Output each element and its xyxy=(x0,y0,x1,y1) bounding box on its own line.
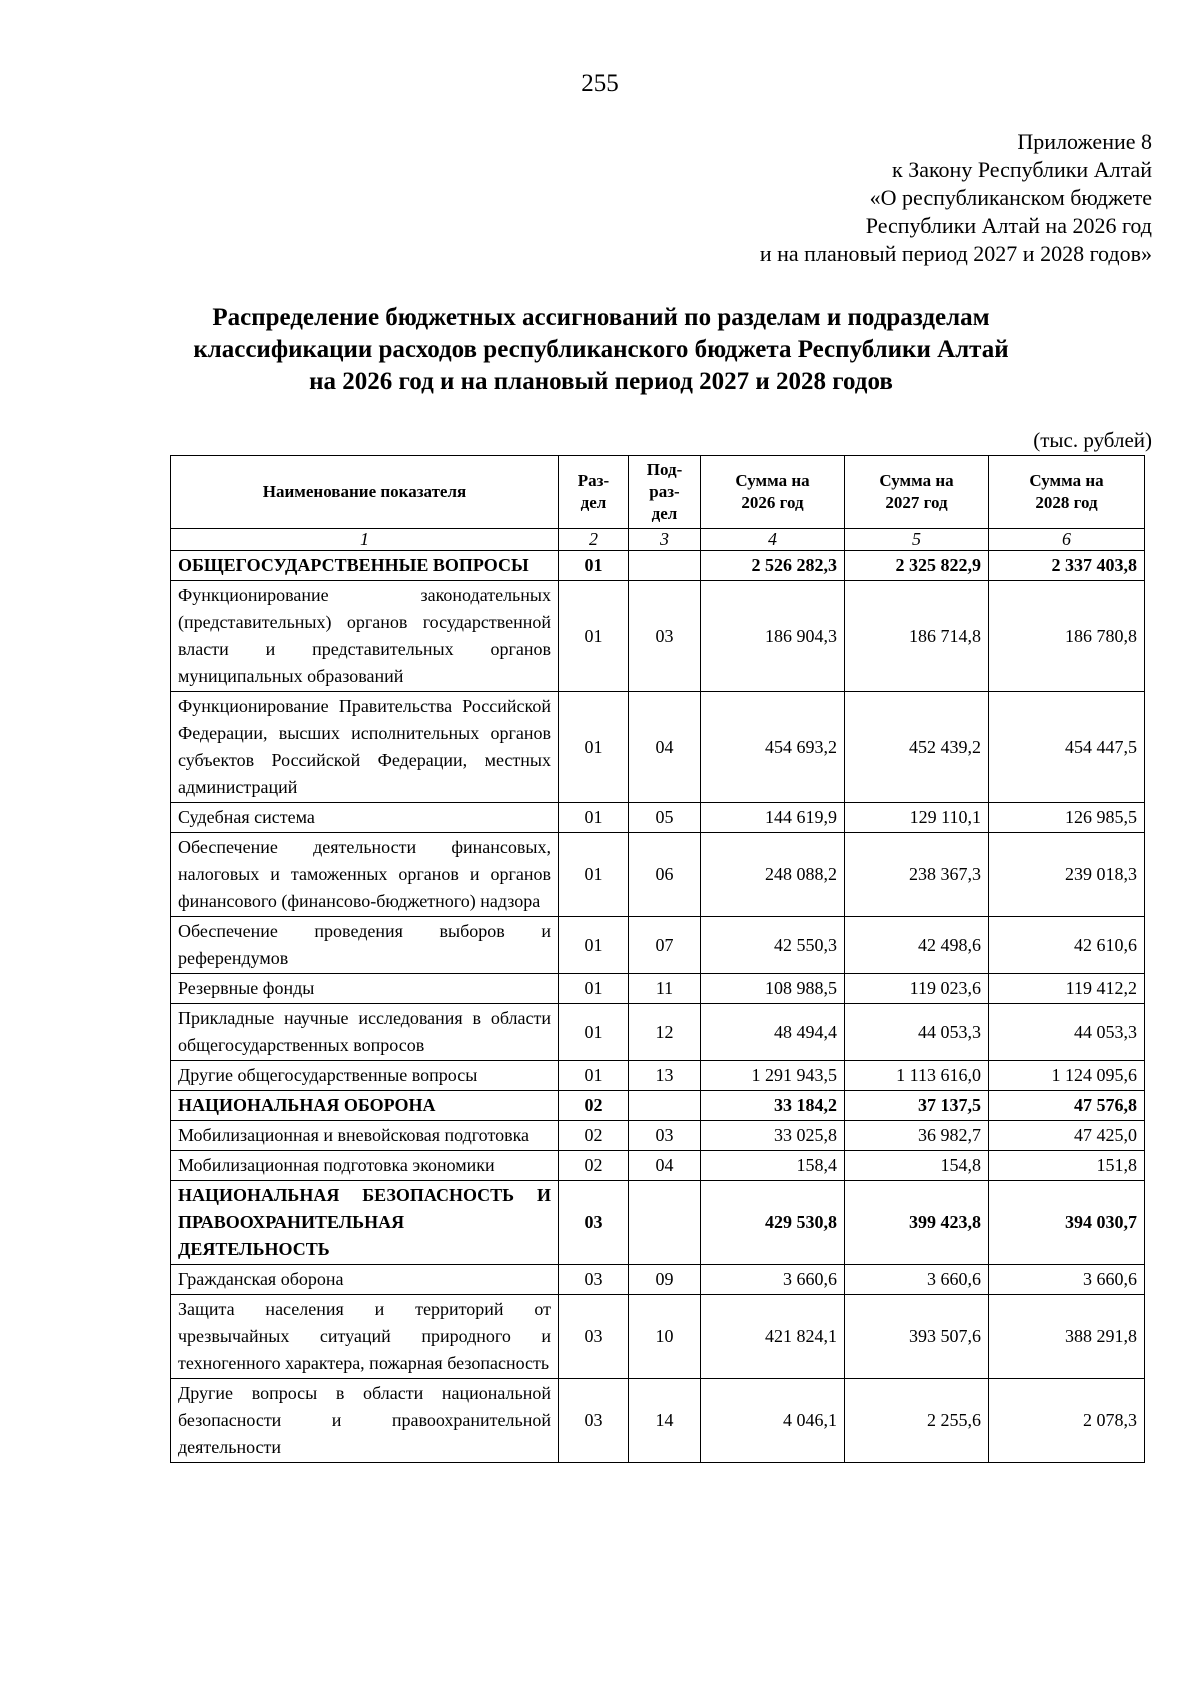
table-row xyxy=(171,1061,1145,1091)
row-sum-2027: 452 439,2 xyxy=(845,692,989,803)
header-subsection-line: Под- xyxy=(646,460,683,479)
row-sum-2026: 108 988,5 xyxy=(701,974,845,1004)
table-row xyxy=(171,803,1145,833)
column-number: 3 xyxy=(629,529,701,551)
row-sum-2028: 119 412,2 xyxy=(989,974,1145,1004)
row-section-code: 02 xyxy=(559,1091,629,1121)
row-sum-2027: 37 137,5 xyxy=(845,1091,989,1121)
row-sum-2028: 1 124 095,6 xyxy=(989,1061,1145,1091)
row-section-code: 01 xyxy=(559,917,629,974)
row-section-code: 03 xyxy=(559,1379,629,1463)
section-row xyxy=(171,1181,1145,1265)
row-section-code: 01 xyxy=(559,692,629,803)
row-sum-2028: 47 576,8 xyxy=(989,1091,1145,1121)
row-subsection-code: 14 xyxy=(629,1379,701,1463)
row-sum-2026: 248 088,2 xyxy=(701,833,845,917)
row-subsection-code: 12 xyxy=(629,1004,701,1061)
row-section-code: 01 xyxy=(559,833,629,917)
row-subsection-code: 03 xyxy=(629,581,701,692)
appendix-line: и на плановый период 2027 и 2028 годов» xyxy=(759,241,1152,266)
row-sum-2026: 454 693,2 xyxy=(701,692,845,803)
table-header-row xyxy=(171,456,1145,529)
row-section-code: 02 xyxy=(559,1121,629,1151)
header-sum-2027 xyxy=(845,456,989,529)
row-sum-2027: 2 325 822,9 xyxy=(845,551,989,581)
row-sum-2028: 44 053,3 xyxy=(989,1004,1145,1061)
table-row xyxy=(171,692,1145,803)
row-section-code: 01 xyxy=(559,551,629,581)
row-sum-2028: 126 985,5 xyxy=(989,803,1145,833)
column-number-row xyxy=(171,529,1145,551)
row-sum-2026: 421 824,1 xyxy=(701,1295,845,1379)
row-sum-2028: 394 030,7 xyxy=(989,1181,1145,1265)
appendix-line: к Закону Республики Алтай xyxy=(892,157,1152,182)
row-sum-2027: 393 507,6 xyxy=(845,1295,989,1379)
row-sum-2028: 388 291,8 xyxy=(989,1295,1145,1379)
appendix-line: «О республиканском бюджете xyxy=(869,185,1152,210)
row-name: НАЦИОНАЛЬНАЯ БЕЗОПАСНОСТЬ И ПРАВООХРАНИТЕЛЬНАЯ ДЕЯТЕЛЬНОСТЬ xyxy=(171,1181,559,1265)
row-name: Мобилизационная подготовка экономики xyxy=(171,1151,559,1181)
row-subsection-code xyxy=(629,551,701,581)
row-sum-2026: 3 660,6 xyxy=(701,1265,845,1295)
row-name: Функционирование законодательных (представительных) органов государственной власти и представительных органов муниципальных образований xyxy=(171,581,559,692)
row-sum-2026: 429 530,8 xyxy=(701,1181,845,1265)
appendix-line: Республики Алтай на 2026 год xyxy=(865,213,1152,238)
header-subsection-line: раз- xyxy=(649,482,680,501)
row-subsection-code: 09 xyxy=(629,1265,701,1295)
row-section-code: 01 xyxy=(559,1004,629,1061)
table-row xyxy=(171,1379,1145,1463)
header-sum-line: Сумма на xyxy=(1029,471,1104,490)
row-section-code: 03 xyxy=(559,1181,629,1265)
title-line: на 2026 год и на плановый период 2027 и 2028 годов xyxy=(309,368,893,395)
table-row xyxy=(171,1265,1145,1295)
header-name: Наименование показателя xyxy=(171,456,559,529)
title-line: Распределение бюджетных ассигнований по разделам и подразделам xyxy=(212,304,990,331)
row-subsection-code: 04 xyxy=(629,692,701,803)
row-name: Судебная система xyxy=(171,803,559,833)
header-sum-line: 2026 год xyxy=(741,493,804,512)
row-section-code: 02 xyxy=(559,1151,629,1181)
table-row xyxy=(171,1121,1145,1151)
row-sum-2028: 454 447,5 xyxy=(989,692,1145,803)
column-number: 2 xyxy=(559,529,629,551)
row-subsection-code: 03 xyxy=(629,1121,701,1151)
row-sum-2028: 47 425,0 xyxy=(989,1121,1145,1151)
row-section-code: 01 xyxy=(559,1061,629,1091)
row-sum-2027: 154,8 xyxy=(845,1151,989,1181)
section-row xyxy=(171,1091,1145,1121)
table-row xyxy=(171,1295,1145,1379)
header-sum-line: Сумма на xyxy=(735,471,810,490)
row-section-code: 03 xyxy=(559,1295,629,1379)
table-body xyxy=(171,551,1145,1463)
row-sum-2028: 3 660,6 xyxy=(989,1265,1145,1295)
row-subsection-code xyxy=(629,1181,701,1265)
row-name: Функционирование Правительства Российской Федерации, высших исполнительных органов субъектов Российской Федерации, местных администраций xyxy=(171,692,559,803)
row-sum-2026: 4 046,1 xyxy=(701,1379,845,1463)
header-subsection xyxy=(629,456,701,529)
row-name: Защита населения и территорий от чрезвычайных ситуаций природного и техногенного характера, пожарная безопасность xyxy=(171,1295,559,1379)
row-section-code: 01 xyxy=(559,803,629,833)
row-sum-2027: 238 367,3 xyxy=(845,833,989,917)
row-sum-2027: 44 053,3 xyxy=(845,1004,989,1061)
row-sum-2028: 186 780,8 xyxy=(989,581,1145,692)
row-subsection-code: 06 xyxy=(629,833,701,917)
row-subsection-code: 10 xyxy=(629,1295,701,1379)
title-line: классификации расходов республиканского бюджета Республики Алтай xyxy=(193,336,1009,363)
row-section-code: 01 xyxy=(559,581,629,692)
header-sum-2026 xyxy=(701,456,845,529)
table-row xyxy=(171,1151,1145,1181)
column-number: 1 xyxy=(171,529,559,551)
section-row xyxy=(171,551,1145,581)
row-name: Резервные фонды xyxy=(171,974,559,1004)
row-sum-2026: 48 494,4 xyxy=(701,1004,845,1061)
row-sum-2026: 158,4 xyxy=(701,1151,845,1181)
row-section-code: 01 xyxy=(559,974,629,1004)
row-section-code: 03 xyxy=(559,1265,629,1295)
table-row xyxy=(171,833,1145,917)
document-title xyxy=(120,302,1082,398)
row-sum-2028: 239 018,3 xyxy=(989,833,1145,917)
row-subsection-code: 07 xyxy=(629,917,701,974)
row-sum-2027: 186 714,8 xyxy=(845,581,989,692)
table-row xyxy=(171,974,1145,1004)
column-number: 4 xyxy=(701,529,845,551)
row-sum-2027: 129 110,1 xyxy=(845,803,989,833)
row-sum-2026: 186 904,3 xyxy=(701,581,845,692)
row-sum-2027: 119 023,6 xyxy=(845,974,989,1004)
table-row xyxy=(171,581,1145,692)
row-name: Другие общегосударственные вопросы xyxy=(171,1061,559,1091)
row-sum-2026: 42 550,3 xyxy=(701,917,845,974)
row-sum-2026: 1 291 943,5 xyxy=(701,1061,845,1091)
row-name: Гражданская оборона xyxy=(171,1265,559,1295)
row-sum-2027: 2 255,6 xyxy=(845,1379,989,1463)
row-subsection-code: 11 xyxy=(629,974,701,1004)
units-label: (тыс. рублей) xyxy=(1033,428,1152,452)
header-section xyxy=(559,456,629,529)
row-sum-2027: 3 660,6 xyxy=(845,1265,989,1295)
header-sum-line: Сумма на xyxy=(879,471,954,490)
header-section-line: дел xyxy=(580,493,607,512)
row-name: Мобилизационная и вневойсковая подготовка xyxy=(171,1121,559,1151)
row-name: Обеспечение деятельности финансовых, налоговых и таможенных органов и органов финансового (финансово-бюджетного) надзора xyxy=(171,833,559,917)
row-sum-2027: 1 113 616,0 xyxy=(845,1061,989,1091)
row-name: ОБЩЕГОСУДАРСТВЕННЫЕ ВОПРОСЫ xyxy=(171,551,559,581)
row-sum-2027: 399 423,8 xyxy=(845,1181,989,1265)
row-sum-2026: 2 526 282,3 xyxy=(701,551,845,581)
header-subsection-line: дел xyxy=(651,504,678,523)
appendix-note xyxy=(760,128,1152,268)
row-sum-2026: 33 025,8 xyxy=(701,1121,845,1151)
appendix-line: Приложение 8 xyxy=(1017,129,1152,154)
row-sum-2028: 151,8 xyxy=(989,1151,1145,1181)
header-sum-line: 2028 год xyxy=(1035,493,1098,512)
row-sum-2028: 2 078,3 xyxy=(989,1379,1145,1463)
row-name: Обеспечение проведения выборов и референдумов xyxy=(171,917,559,974)
header-sum-line: 2027 год xyxy=(885,493,948,512)
row-sum-2027: 42 498,6 xyxy=(845,917,989,974)
table-row xyxy=(171,1004,1145,1061)
page-number: 255 xyxy=(581,70,619,97)
column-number: 5 xyxy=(845,529,989,551)
column-number: 6 xyxy=(989,529,1145,551)
budget-table xyxy=(170,455,1145,1463)
row-sum-2027: 36 982,7 xyxy=(845,1121,989,1151)
row-name: НАЦИОНАЛЬНАЯ ОБОРОНА xyxy=(171,1091,559,1121)
row-subsection-code xyxy=(629,1091,701,1121)
row-subsection-code: 04 xyxy=(629,1151,701,1181)
row-sum-2028: 2 337 403,8 xyxy=(989,551,1145,581)
row-name: Другие вопросы в области национальной безопасности и правоохранительной деятельности xyxy=(171,1379,559,1463)
row-sum-2026: 33 184,2 xyxy=(701,1091,845,1121)
row-name: Прикладные научные исследования в области общегосударственных вопросов xyxy=(171,1004,559,1061)
table-row xyxy=(171,917,1145,974)
header-sum-2028 xyxy=(989,456,1145,529)
row-subsection-code: 13 xyxy=(629,1061,701,1091)
header-section-line: Раз- xyxy=(577,471,610,490)
row-sum-2028: 42 610,6 xyxy=(989,917,1145,974)
row-subsection-code: 05 xyxy=(629,803,701,833)
row-sum-2026: 144 619,9 xyxy=(701,803,845,833)
